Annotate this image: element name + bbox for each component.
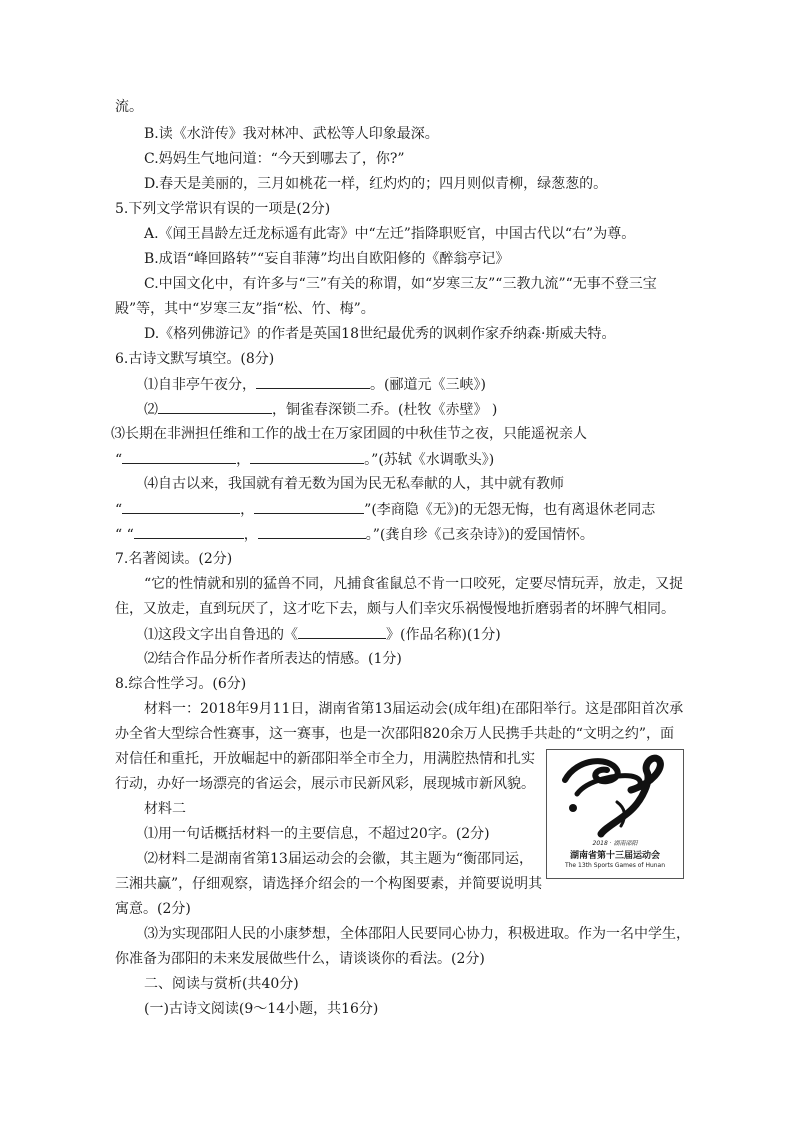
material-1-line2: 办全省大型综合性赛事，这一赛事，也是一次邵阳820余万人民携手共赴的“文明之约”，面 xyxy=(115,726,675,742)
question-8-item-2-line1: ⑵材料二是湖南省第13届运动会的会徽，其主题为“衡邵同运， xyxy=(144,851,533,867)
option-c-sentence: C.妈妈生气地问道：“今天到哪去了，你?” xyxy=(144,151,405,167)
emblem-small-caption: 2018 · 湖南邵阳 xyxy=(592,840,638,847)
q7-1-prefix: ⑴这段文字出自鲁迅的《 xyxy=(144,627,298,643)
material-1-line4: 行动，办好一场漂亮的省运会，展示市民新风彩，展现城市新风貌。 xyxy=(115,776,535,792)
answer-blank[interactable] xyxy=(122,499,240,514)
material-1-line1: 材料一：2018年9月11日，湖南省第13届运动会(成年组)在邵阳举行。这是邵阳首次承 xyxy=(144,701,684,717)
answer-blank[interactable] xyxy=(258,524,366,539)
question-5-option-c-line2: 殿”等，其中“岁寒三友”指“松、竹、梅”。 xyxy=(115,301,375,317)
answer-blank[interactable] xyxy=(256,374,370,389)
question-6-item-3-line1: ⑶长期在非洲担任维和工作的战士在万家团圆的中秋佳节之夜，只能遥祝亲人 xyxy=(111,426,587,442)
sports-games-emblem xyxy=(546,749,684,879)
option-b-sentence: B.读《水浒传》我对林冲、武松等人印象最深。 xyxy=(144,126,439,142)
q6-3-suffix: 。”(苏轼《水调歌头》) xyxy=(364,452,495,468)
question-7-item-2: ⑵结合作品分析作者所表达的情感。(1分) xyxy=(144,651,402,667)
answer-blank[interactable] xyxy=(134,524,244,539)
question-5-title: 5.下列文学常识有误的一项是(2分) xyxy=(115,201,331,217)
question-7-passage-line2: 住，又放走，直到玩厌了，这才吃下去，颇与人们幸灾乐祸慢慢地折磨弱者的坏脾气相同。 xyxy=(115,601,675,617)
section-2-subheading: (一)古诗文阅读(9～14小题，共16分) xyxy=(144,1001,379,1017)
question-6-item-4-line2 xyxy=(115,499,655,520)
emblem-brush-icon xyxy=(547,750,683,840)
question-8-item-2-line3: 寓意。(2分) xyxy=(115,901,191,917)
question-8-item-2-line2: 三湘共赢”，仔细观察，请选择介绍会的一个构图要素，并简要说明其 xyxy=(115,876,543,892)
question-6-title: 6.古诗文默写填空。(8分) xyxy=(115,351,275,367)
question-6-item-3-line2 xyxy=(115,449,494,470)
question-7-item-1 xyxy=(144,624,501,645)
question-6-item-4-line1: ⑷自古以来，我国就有着无数为国为民无私奉献的人，其中就有教师 xyxy=(144,476,564,492)
q6-4c-suffix: 。”(龚自珍《己亥杂诗》)的爱国情怀。 xyxy=(365,527,594,543)
line-liu: 流。 xyxy=(115,99,143,115)
comma: ， xyxy=(236,452,251,468)
option-d-sentence: D.春天是美丽的，三月如桃花一样，红灼灼的；四月则似青柳，绿葱葱的。 xyxy=(144,176,608,192)
question-7-title: 7.名著阅读。(2分) xyxy=(115,551,233,567)
q6-2-prefix: ⑵ xyxy=(144,402,158,418)
answer-blank[interactable] xyxy=(122,449,236,464)
question-5-option-a: A.《闻王昌龄左迁龙标遥有此寄》中“左迁”指降职贬官，中国古代以“右”为尊。 xyxy=(144,226,636,242)
q6-4-suffix: ”(李商隐《无》)的无怨无悔，也有离退休老同志 xyxy=(364,502,656,518)
question-8-item-3-line2: 你准备为邵阳的未来发展做些什么，请谈谈你的看法。(2分) xyxy=(115,951,485,967)
question-8-item-3-line1: ⑶为实现邵阳人民的小康梦想，全体邵阳人民要同心协力，积极进取。作为一名中学生， xyxy=(144,926,690,942)
q6-2-suffix: ，铜雀春深锁二乔。(杜牧《赤壁》 ) xyxy=(272,402,498,418)
open-quote: “ “ xyxy=(115,527,134,543)
question-5-option-d: D.《格列佛游记》的作者是英国18世纪最优秀的讽刺作家乔纳森·斯威夫特。 xyxy=(144,326,616,342)
answer-blank[interactable] xyxy=(254,499,364,514)
question-6-item-4-line3 xyxy=(115,524,594,545)
question-8-item-1: ⑴用一句话概括材料一的主要信息，不超过20字。(2分) xyxy=(144,826,490,842)
open-quote: “ xyxy=(115,452,123,468)
material-2-label: 材料二 xyxy=(144,801,186,817)
question-5-option-b: B.成语“峰回路转”“妄自菲薄”均出自欧阳修的《醉翁亭记》 xyxy=(144,251,510,267)
answer-blank[interactable] xyxy=(158,399,272,414)
answer-blank[interactable] xyxy=(298,624,386,639)
q6-1-prefix: ⑴自非亭午夜分， xyxy=(144,377,256,393)
q6-1-suffix: 。(郦道元《三峡》) xyxy=(370,377,486,393)
question-7-passage-line1: “它的性情就和别的猛兽不同，凡捕食雀鼠总不肯一口咬死，定要尽情玩弄，放走，又捉 xyxy=(144,576,684,592)
emblem-english-title: The 13th Sports Games of Hunan xyxy=(564,862,666,869)
question-6-item-1 xyxy=(144,374,486,395)
comma: ， xyxy=(240,502,255,518)
comma: ， xyxy=(243,527,258,543)
q7-1-suffix: 》(作品名称)(1分) xyxy=(386,627,501,643)
section-2-heading: 二、阅读与赏析(共40分) xyxy=(144,976,299,992)
material-1-line3: 对信任和重托，开放崛起中的新邵阳举全市全力，用满腔热情和扎实 xyxy=(115,751,535,767)
question-8-title: 8.综合性学习。(6分) xyxy=(115,676,247,692)
question-6-item-2 xyxy=(144,399,497,420)
open-quote: “ xyxy=(115,502,123,518)
answer-blank[interactable] xyxy=(250,449,364,464)
emblem-chinese-title: 湖南省第十三届运动会 xyxy=(569,851,660,861)
question-5-option-c-line1: C.中国文化中，有许多与“三”有关的称谓，如“岁寒三友”“三教九流”“无事不登三宝 xyxy=(144,276,657,292)
